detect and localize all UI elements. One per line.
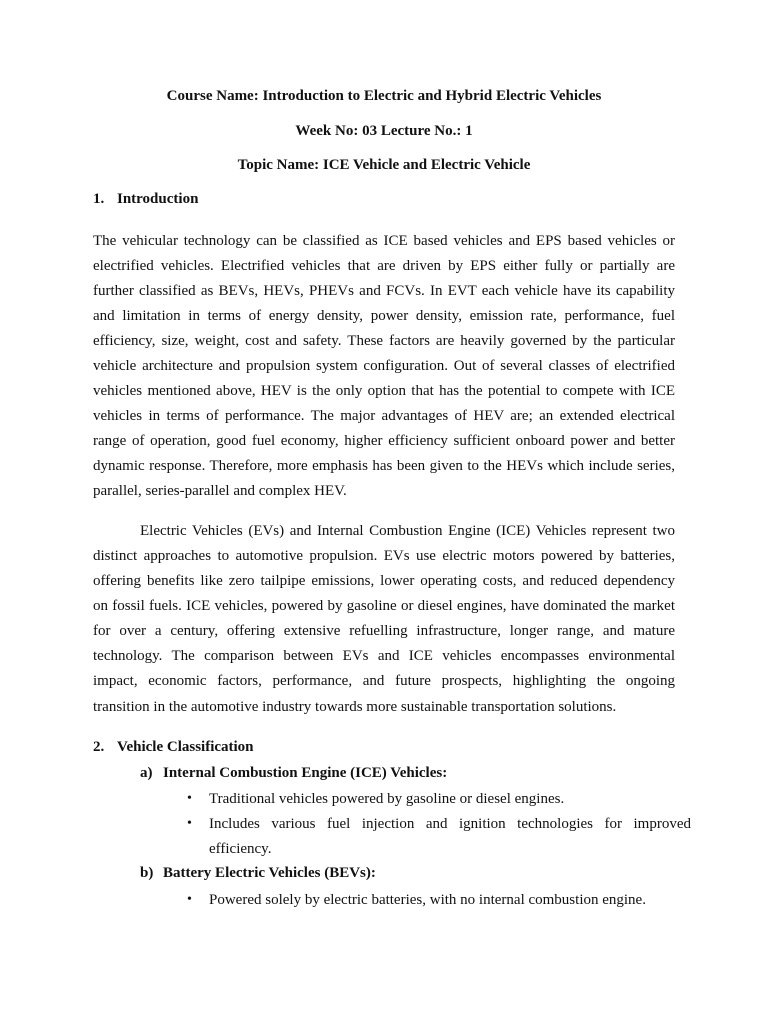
bullet-item-continuation: efficiency. [209,841,272,857]
paragraph-line: Electric Vehicles (EVs) and Internal Combustion Engine (ICE) Vehicles represent two [140,523,675,539]
section-2-title: Vehicle Classification [117,739,254,755]
paragraph-line: efficiency, size, weight, cost and safety. These factors are heavily governed by the particular [93,333,675,349]
paragraph-line: transition in the automotive industry towards more sustainable transportation solutions. [93,699,617,715]
paragraph-line: distinct approaches to automotive propulsion. EVs use electric motors powered by batteries, [93,548,675,564]
paragraph-line: vehicles mentioned above, HEV is the only option that has the potential to compete with ICE [93,383,675,399]
paragraph-line: vehicles in terms of performance. The major advantages of HEV are; an extended electrical [93,408,675,424]
bullet-icon: • [187,892,192,907]
section-1-number: 1. [93,191,105,207]
course-name-heading: Course Name: Introduction to Electric and Hybrid Electric Vehicles [166,88,602,104]
paragraph-line: technology. The comparison between EVs and ICE vehicles encompasses environmental [93,648,675,664]
paragraph-line: and limitation in terms of energy density, power density, emission rate, performance, fuel [93,308,675,324]
paragraph-line: vehicle architecture and propulsion system configuration. Out of several classes of electrified [93,358,675,374]
paragraph-line: parallel, series-parallel and complex HEV. [93,483,347,499]
topic-heading: Topic Name: ICE Vehicle and Electric Vehicle [237,157,531,173]
paragraph-line: further classified as BEVs, HEVs, PHEVs and FCVs. In EVT each vehicle have its capability [93,283,675,299]
bullet-icon: • [187,791,192,806]
subsection-b-title: Battery Electric Vehicles (BEVs): [163,865,376,881]
paragraph-line: dynamic response. Therefore, more emphasis has been given to the HEVs which include series, [93,458,675,474]
subsection-a-label: a) [140,765,153,781]
bullet-item: Powered solely by electric batteries, with no internal combustion engine. [209,892,646,908]
bullet-item: Traditional vehicles powered by gasoline or diesel engines. [209,791,565,807]
section-1-title: Introduction [117,191,199,207]
bullet-icon: • [187,816,192,831]
paragraph-line: impact, economic factors, performance, and future prospects, highlighting the ongoing [93,673,675,689]
paragraph-line: electrified vehicles. Electrified vehicles that are driven by EPS either fully or partially are [93,258,675,274]
paragraph-line: for over a century, offering extensive refuelling infrastructure, longer range, and mature [93,623,675,639]
paragraph-line: on fossil fuels. ICE vehicles, powered by gasoline or diesel engines, have dominated the market [93,598,675,614]
bullet-item: Includes various fuel injection and ignition technologies for improved [209,816,691,832]
week-lecture-heading: Week No: 03 Lecture No.: 1 [295,123,473,139]
subsection-a-title: Internal Combustion Engine (ICE) Vehicles: [163,765,448,781]
section-2-number: 2. [93,739,105,755]
paragraph-line: offering benefits like zero tailpipe emissions, lower operating costs, and reduced dependency [93,573,675,589]
subsection-b-label: b) [140,865,154,881]
paragraph-line: The vehicular technology can be classified as ICE based vehicles and EPS based vehicles or [93,233,675,249]
paragraph-line: range of operation, good fuel economy, higher efficiency sufficient onboard power and better [93,433,675,449]
